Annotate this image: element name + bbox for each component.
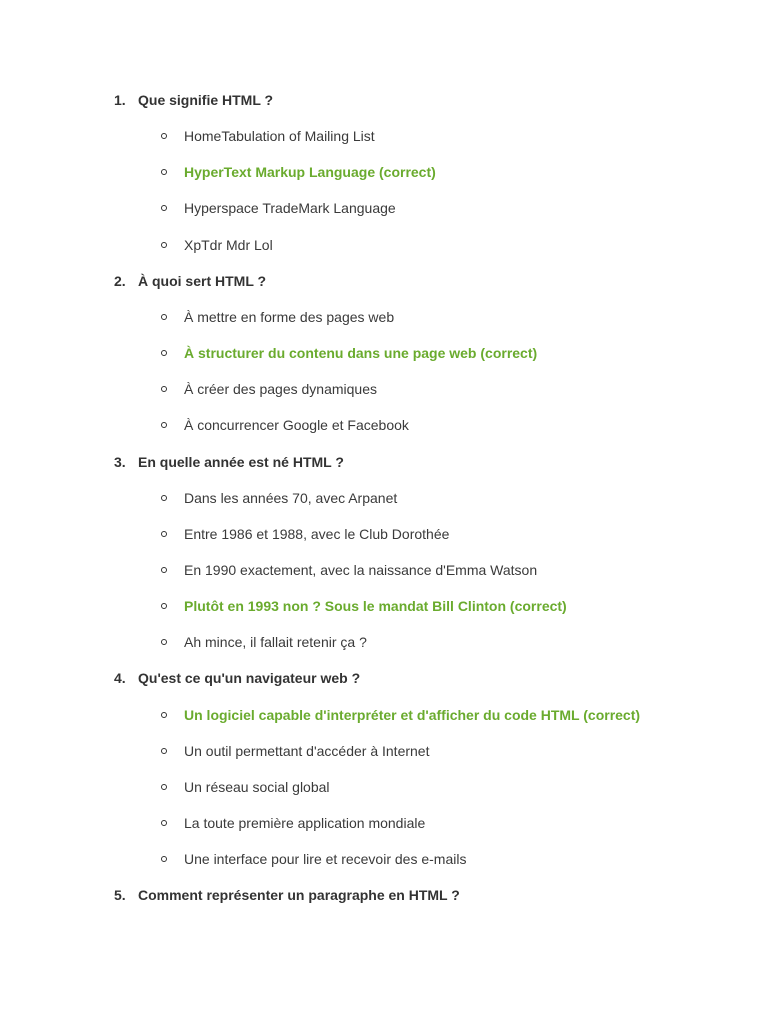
answer-text: Plutôt en 1993 non ? Sous le mandat Bill Clinton (correct)	[184, 598, 567, 615]
circle-bullet-icon	[161, 712, 167, 718]
answer-text: À structurer du contenu dans une page web (correct)	[184, 345, 538, 362]
answer-text: Entre 1986 et 1988, avec le Club Dorothée	[184, 525, 450, 542]
circle-bullet-icon	[161, 422, 167, 428]
answer-option-correct	[0, 335, 768, 371]
question-text: Comment représenter un paragraphe en HTML ?	[138, 887, 460, 904]
question-3	[0, 444, 768, 661]
answer-text: XpTdr Mdr Lol	[184, 236, 273, 253]
question-text: À quoi sert HTML ?	[138, 272, 267, 289]
answer-option	[0, 805, 768, 841]
answer-option-correct	[0, 696, 768, 732]
circle-bullet-icon	[161, 205, 167, 211]
answer-option	[0, 227, 768, 263]
answer-text: À concurrencer Google et Facebook	[184, 417, 409, 434]
circle-bullet-icon	[161, 784, 167, 790]
question-heading	[0, 263, 768, 299]
circle-bullet-icon	[161, 242, 167, 248]
answer-text: Une interface pour lire et recevoir des e-mails	[184, 851, 467, 868]
question-heading	[0, 82, 768, 118]
question-number: 3.	[114, 453, 126, 470]
answer-option	[0, 118, 768, 154]
answer-option	[0, 407, 768, 443]
circle-bullet-icon	[161, 133, 167, 139]
answer-option	[0, 769, 768, 805]
answer-text: Un réseau social global	[184, 778, 330, 795]
answer-text: À mettre en forme des pages web	[184, 308, 395, 325]
answer-text: Un logiciel capable d'interpréter et d'afficher du code HTML (correct)	[184, 706, 641, 723]
answer-option	[0, 552, 768, 588]
answer-text: Hyperspace TradeMark Language	[184, 200, 396, 217]
question-1	[0, 82, 768, 263]
answer-option	[0, 190, 768, 226]
answer-option	[0, 733, 768, 769]
circle-bullet-icon	[161, 531, 167, 537]
answer-text: Un outil permettant d'accéder à Internet	[184, 742, 430, 759]
question-number: 5.	[114, 887, 126, 904]
question-number: 4.	[114, 670, 126, 687]
answer-option	[0, 841, 768, 877]
circle-bullet-icon	[161, 169, 167, 175]
circle-bullet-icon	[161, 314, 167, 320]
answer-option	[0, 480, 768, 516]
circle-bullet-icon	[161, 350, 167, 356]
question-text: En quelle année est né HTML ?	[138, 453, 344, 470]
answer-text: À créer des pages dynamiques	[184, 381, 377, 398]
circle-bullet-icon	[161, 386, 167, 392]
question-4	[0, 660, 768, 877]
answer-option	[0, 371, 768, 407]
question-number: 2.	[114, 272, 126, 289]
answer-option-correct	[0, 588, 768, 624]
circle-bullet-icon	[161, 856, 167, 862]
question-5	[0, 877, 768, 913]
question-heading	[0, 877, 768, 913]
question-number: 1.	[114, 92, 126, 108]
circle-bullet-icon	[161, 603, 167, 609]
circle-bullet-icon	[161, 820, 167, 826]
answer-text: Ah mince, il fallait retenir ça ?	[184, 634, 367, 651]
answer-text: En 1990 exactement, avec la naissance d'Emma Watson	[184, 561, 538, 578]
question-text: Qu'est ce qu'un navigateur web ?	[138, 670, 361, 687]
answer-option	[0, 624, 768, 660]
circle-bullet-icon	[161, 495, 167, 501]
circle-bullet-icon	[161, 639, 167, 645]
answer-text: La toute première application mondiale	[184, 815, 426, 832]
question-2	[0, 263, 768, 444]
answer-option	[0, 299, 768, 335]
circle-bullet-icon	[161, 567, 167, 573]
answer-option	[0, 516, 768, 552]
question-text: Que signifie HTML ?	[138, 92, 274, 108]
answer-text: HomeTabulation of Mailing List	[184, 128, 375, 145]
answer-text: Dans les années 70, avec Arpanet	[184, 489, 398, 506]
answer-option-correct	[0, 154, 768, 190]
circle-bullet-icon	[161, 748, 167, 754]
answer-text: HyperText Markup Language (correct)	[184, 164, 436, 181]
question-heading	[0, 660, 768, 696]
question-heading	[0, 444, 768, 480]
